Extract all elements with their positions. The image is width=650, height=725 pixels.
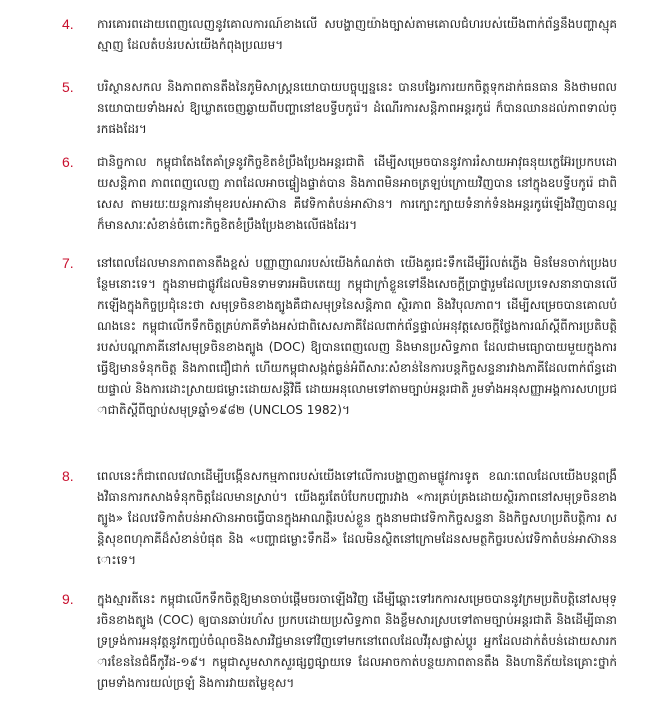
paragraph-number: 5. (62, 79, 74, 95)
paragraph-text: ការគោរពដោយពេញលេញនូវគោលការណ៍ខាងលើ សបង្ហាញយ៉ាងច្បាស់តាមគោលជំហរបស់យើងពាក់ព័ន្ធនឹងបញ្ហាស្មុគស្មាញ ដែលតំបន់របស់យើងកំពុងប្រឈម។ (97, 17, 617, 52)
paragraph-number: 7. (62, 255, 74, 271)
paragraph-number: 8. (62, 468, 74, 484)
paragraph-number: 4. (62, 16, 74, 32)
paragraph-number: 6. (62, 154, 74, 170)
paragraph-text: ក្នុងស្មារតីនេះ កម្ពុជាលើកទឹកចិត្តឱ្យមានចាប់ផ្តើមចរចាឡើងវិញ ដើម្បីឆ្ពោះទៅរកការសម្រេចបាននូវក្រមប្រតិបត្តិនៅសមុទ្រចិនខាងត្បូង (COC) ឲ្យបានឆាប់រហ័ស ប្រកបដោយប្រសិទ្ធភាព និងខ្លឹមសារស្របទៅតាមច្បាប់អន្តរជាតិ និងដើម្បីធានាទ្រទ្រង់ការអនុវត្តនូវកញ្ចប់ចំណុចនិងសារវិជ្ជមានទៅវិញទៅមកនៅពេលដែលវីរុសផ្លាស់ប្តូរ អ្នកដែលដាក់តំបន់ដោយសារការខែននៃជំងឺកូវីដ-១៩។ កម្ពុជាសូមសាកសួរផ្សព្វផ្សាយទេ ដែលអាចកាត់បន្ថយភាពតានតឹង និងហានិភ័យនៃគ្រោះថ្នាក់ ព្រមទាំងការយល់ច្រឡំ និងការវាយតម្លៃខុស។ (97, 592, 617, 690)
paragraph-text: ពេលនេះក៏ជាពេលវេលាដើម្បីបង្កើនសកម្មភាពរបស់យើងទៅលើការបង្ហាញតាមផ្លូវការទូត ខណៈពេលដែលយើងបន្តពង្រឹងវិធានការកសាងទំនុកចិត្តដែលមានស្រាប់។ យើងគួរតែបំបែកបញ្ហារវាង «ការគ្រប់គ្រងដោយស្ថិរភាពនៅសមុទ្រចិនខាងត្បូង» ដែលវេទិកាតំបន់អាស៊ានអាចធ្វើបានក្នុងអាណត្តិរបស់ខ្លួន ក្នុងនាមជាវេទិកាកិច្ចសន្ទនា និងកិច្ចសហប្រតិបត្តិការ សន្តិសុខពហុភាគីដ៏សំខាន់បំផុត និង «បញ្ហាជម្លោះទឹកដី» ដែលមិនស្ថិតនៅក្រោមដែនសមត្ថកិច្ចរបស់វេទិកាតំបន់អាស៊ាននោះទេ។ (97, 469, 617, 567)
paragraph-number: 9. (62, 591, 74, 607)
paragraph-text: នៅពេលដែលមានភាពតានតឹងខ្ពស់ បញ្ញាញាណរបស់យើងកំណត់ថា យើងគួរជះទឹកដើម្បីរំលត់ភ្លើង មិនមែនចាក់ប្រេងបន្ថែមនោះទេ។ ក្នុងនាមជាផ្លូវដែលមិនទាមទារអធិបតេយ្យ កម្ពុជាក្រាំខ្លួនទៅនឹងសេចក្តីប្រាថ្នារួមដែលប្រទេសនានាបានលើកឡើងក្នុងកិច្ចប្រជុំនេះថា សមុទ្រចិនខាងត្បូងគឺជាសមុទ្រនៃសន្តិភាព ស្ថិរភាព និងវិបុលភាព។ ដើម្បីសម្រេចបានគោលបំណងនេះ កម្ពុជាលើកទឹកចិត្តគ្រប់ភាគីទាំងអស់ជាពិសេសភាគីដែលពាក់ព័ន្ធផ្ទាល់អនុវត្តសេចក្តីថ្លែងការណ៍ស្តីពីការប្រតិបត្តិរបស់បណ្តាភាគីនៅសមុទ្រចិនខាងត្បូង (DOC) ឱ្យបានពេញលេញ និងមានប្រសិទ្ធភាព ដែលជាមធ្យោបាយមួយក្នុងការធ្វើឱ្យមានទំនុកចិត្ត និងភាពជឿជាក់ ហើយកម្ពុជាសង្កត់ធ្ងន់អំពីសារៈសំខាន់នៃការបន្តកិច្ចសន្ទនារវាងភាគីដែលពាក់ព័ន្ធដោយផ្ទាល់ និងការដោះស្រាយជម្លោះដោយសន្តិវិធី ដោយអនុលោមទៅតាមច្បាប់អន្តរជាតិ រួមទាំងអនុសញ្ញាអង្គការសហប្រជាជាតិស្តីពីច្បាប់សមុទ្រឆ្នាំ១៩៨២ (UNCLOS 1982)។ (97, 256, 617, 417)
paragraph-text: បរិស្ថានសកល និងភាពតានតឹងនៃភូមិសាស្ត្រនយោបាយបច្ចុប្បន្ននេះ បានបង្វែរការយកចិត្តទុកដាក់ធនធាន និងថាមពលនយោបាយទាំងអស់ ឱ្យឃ្លាតចេញឆ្ងាយពីបញ្ហានៅឧបទ្វីបកូរ៉េ។ ដំណើរការសន្តិភាពអន្តរកូរ៉េ ក៏បានឈានដល់ភាពទាល់ច្រកផងដែរ។ (97, 80, 617, 136)
paragraph-text: ជានិច្ចកាល កម្ពុជាតែងតែគាំទ្រនូវកិច្ចខិតខំប្រឹងប្រែងអន្តរជាតិ ដើម្បីសម្រេចបាននូវការរំសាយអាវុធនុយក្លេអ៊ែរប្រកបដោយសន្តិភាព ភាពពេញលេញ ភាពដែលអាចផ្ទៀងផ្ទាត់បាន និងភាពមិនអាចត្រឡប់ក្រោយវិញបាន នៅក្នុងឧបទ្វីបកូរ៉េ ជាពិសេស តាមរយៈយន្តការនាំមុខរបស់អាស៊ាន គឺវេទិកាតំបន់អាស៊ាន។ ការក្បោះក្បាយទំនាក់ទំនងអន្តរកូរ៉េឡើងវិញបានល្អ ក៏មានសារៈសំខាន់ចំពោះកិច្ចខិតខំប្រឹងប្រែងខាងលើផងដែរ។ (97, 155, 617, 232)
